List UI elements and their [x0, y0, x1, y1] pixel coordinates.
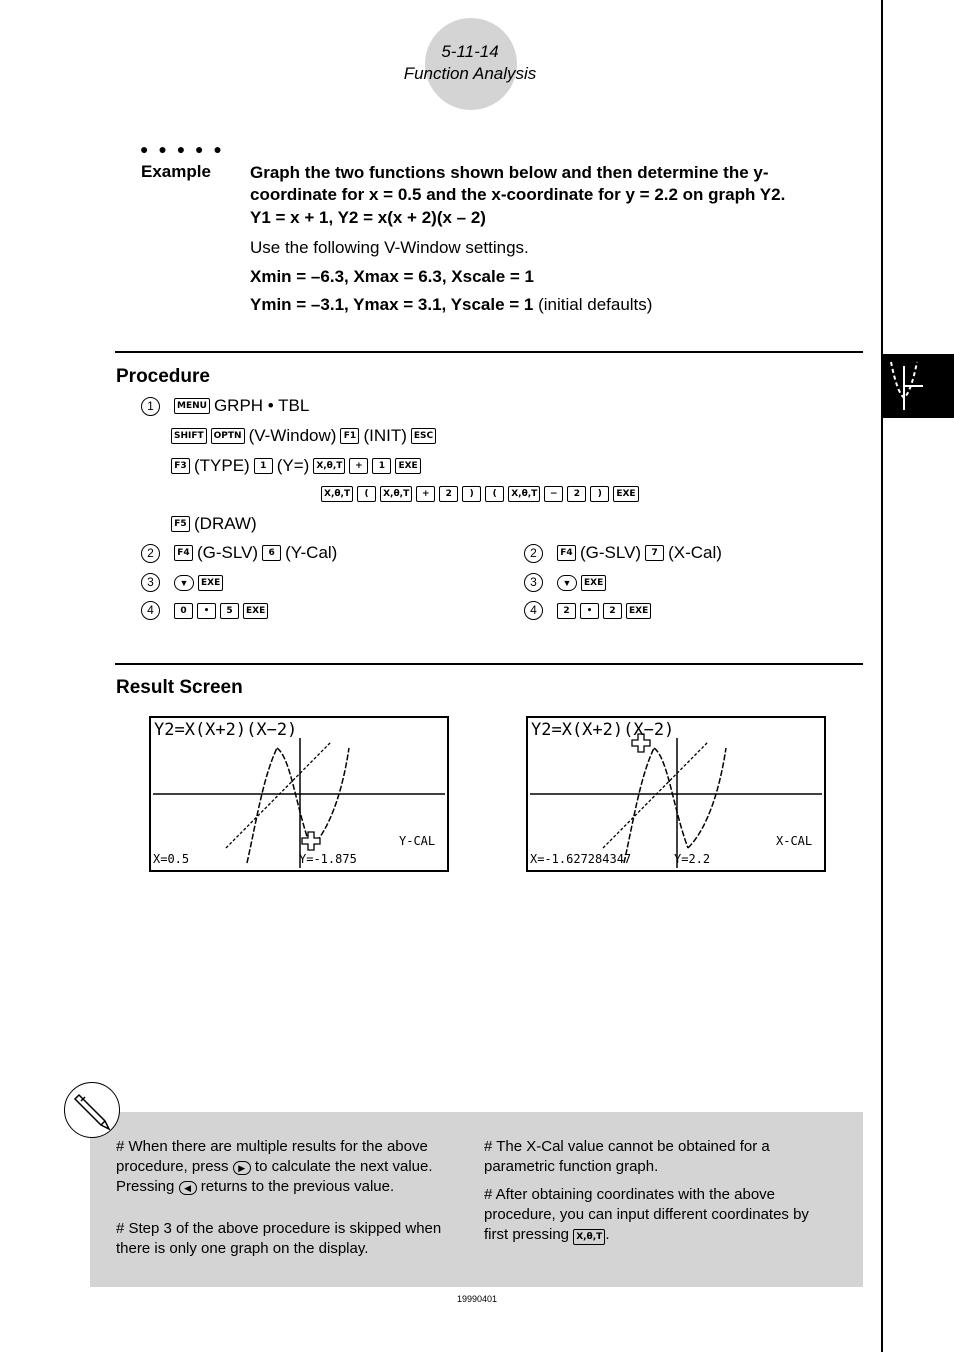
decimal-key: •	[197, 603, 216, 619]
step-text: (G-SLV)	[197, 543, 259, 562]
shift-key: SHIFT	[171, 428, 207, 444]
key-seq: +	[416, 486, 435, 502]
key-seq: X,θ,T	[508, 486, 540, 502]
x-readout: X=-1.627284347	[530, 852, 632, 866]
note-text: # When there are multiple results for the above procedure, press	[116, 1138, 428, 1175]
f1-key: F1	[340, 428, 359, 444]
graph-y2	[247, 748, 349, 863]
example-line-2: coordinate for x = 0.5 and the x-coordinate for y = 2.2 on graph Y2.	[250, 185, 786, 204]
decimal-key: •	[580, 603, 599, 619]
graph-y1	[226, 742, 331, 848]
optn-key: OPTN	[211, 428, 245, 444]
example-line-1: Graph the two functions shown below and then determine the y-	[250, 163, 769, 182]
example-dots: ● ● ● ● ●	[140, 141, 225, 157]
note-right-2	[484, 1185, 834, 1245]
function-label: Y2=X(X+2)(X−2)	[531, 720, 675, 740]
y-readout: Y=2.2	[674, 852, 711, 866]
key-2: 2	[557, 603, 576, 619]
mode-label: Y-CAL	[399, 834, 436, 848]
note-text: returns to the previous value.	[200, 1178, 395, 1195]
cursor-icon	[302, 832, 320, 850]
key-1: 1	[372, 458, 391, 474]
key-seq: )	[462, 486, 481, 502]
key-6: 6	[262, 545, 281, 561]
step-number: 1	[141, 397, 160, 416]
example-y-settings	[250, 294, 652, 316]
procedure-step-1b	[171, 426, 436, 446]
step-number: 2	[524, 544, 543, 563]
divider-procedure	[115, 351, 863, 353]
key-seq: )	[590, 486, 609, 502]
right-step-2	[524, 543, 722, 563]
mode-label: X-CAL	[776, 834, 813, 848]
procedure-step-1e	[171, 514, 257, 534]
key-seq: −	[544, 486, 563, 502]
exe-key: EXE	[626, 603, 651, 619]
down-arrow-icon: ▼	[557, 575, 577, 591]
footer-code: 19990401	[456, 1294, 498, 1304]
step-text: (Y-Cal)	[285, 543, 338, 562]
step-text: (Y=)	[276, 456, 310, 475]
key-1: 1	[254, 458, 273, 474]
exe-key: EXE	[198, 575, 223, 591]
step-text: (G-SLV)	[580, 543, 642, 562]
step-number: 4	[141, 601, 160, 620]
right-step-3	[524, 573, 606, 592]
step-text: (V-Window)	[248, 426, 337, 445]
x-readout: X=0.5	[153, 852, 190, 866]
chapter-tab	[883, 354, 954, 418]
f4-key: F4	[174, 545, 193, 561]
left-step-3	[141, 573, 223, 592]
menu-key: MENU	[174, 398, 210, 414]
key-seq: EXE	[613, 486, 638, 502]
step-number: 4	[524, 601, 543, 620]
esc-key: ESC	[411, 428, 436, 444]
procedure-step-1d	[321, 486, 639, 502]
calculator-screen-x-cal	[526, 716, 826, 872]
step-number: 3	[141, 573, 160, 592]
right-margin-rule	[881, 0, 883, 1352]
y-settings-values: Ymin = –3.1, Ymax = 3.1, Yscale = 1	[250, 295, 534, 314]
xthetat-key: X,θ,T	[573, 1229, 605, 1245]
example-vwindow-note: Use the following V-Window settings.	[250, 238, 529, 257]
divider-result	[115, 663, 863, 665]
exe-key: EXE	[395, 458, 420, 474]
key-0: 0	[174, 603, 193, 619]
right-arrow-icon: ▶	[233, 1161, 251, 1175]
key-seq: 2	[439, 486, 458, 502]
f4-key: F4	[557, 545, 576, 561]
result-heading: Result Screen	[116, 677, 243, 698]
note-text: # After obtaining coordinates with the above procedure, you can input different coordinates by first pressing	[484, 1186, 809, 1243]
key-2: 2	[603, 603, 622, 619]
y-readout: Y=-1.875	[299, 852, 357, 866]
right-step-4	[524, 601, 651, 620]
key-seq: X,θ,T	[380, 486, 412, 502]
key-5: 5	[220, 603, 239, 619]
f5-key: F5	[171, 516, 190, 532]
key-seq: 2	[567, 486, 586, 502]
left-arrow-icon: ◀	[179, 1181, 197, 1195]
step-number: 3	[524, 573, 543, 592]
note-text: .	[605, 1226, 610, 1243]
y-settings-note: (initial defaults)	[533, 295, 653, 314]
exe-key: EXE	[243, 603, 268, 619]
step-text: (DRAW)	[194, 514, 257, 533]
exe-key: EXE	[581, 575, 606, 591]
key-7: 7	[645, 545, 664, 561]
step-number: 2	[141, 544, 160, 563]
function-label: Y2=X(X+2)(X−2)	[154, 720, 298, 740]
f3-key: F3	[171, 458, 190, 474]
example-x-settings: Xmin = –6.3, Xmax = 6.3, Xscale = 1	[250, 267, 534, 286]
graph-y1	[603, 742, 708, 848]
step-text: (X-Cal)	[668, 543, 722, 562]
plus-key: +	[349, 458, 368, 474]
graph-y2	[624, 748, 726, 863]
example-label: Example	[141, 162, 211, 181]
left-step-4	[141, 601, 268, 620]
calculator-screen-y-cal	[149, 716, 449, 872]
note-right-1: # The X-Cal value cannot be obtained for a parametric function graph.	[484, 1138, 770, 1175]
example-functions: Y1 = x + 1, Y2 = x(x + 2)(x – 2)	[250, 208, 486, 227]
graph-function-icon	[883, 354, 954, 418]
page-number: 5-11-14	[441, 42, 499, 61]
procedure-step-1c	[171, 456, 421, 476]
note-left-2: # Step 3 of the above procedure is skipped when there is only one graph on the display.	[116, 1220, 442, 1257]
key-seq: X,θ,T	[321, 486, 353, 502]
procedure-step-1	[141, 396, 309, 416]
note-left-1	[116, 1137, 456, 1197]
page-title: Function Analysis	[403, 64, 537, 83]
key-seq: (	[357, 486, 376, 502]
left-step-2	[141, 543, 337, 563]
pencil-icon	[64, 1082, 120, 1138]
down-arrow-icon: ▼	[174, 575, 194, 591]
step-text: (INIT)	[363, 426, 407, 445]
xthetat-key: X,θ,T	[313, 458, 345, 474]
key-seq: (	[485, 486, 504, 502]
note-text: to calculate the next value. Pressing	[116, 1158, 433, 1195]
step-text: (TYPE)	[194, 456, 250, 475]
procedure-heading: Procedure	[116, 366, 210, 387]
step-text: GRPH • TBL	[213, 396, 310, 415]
